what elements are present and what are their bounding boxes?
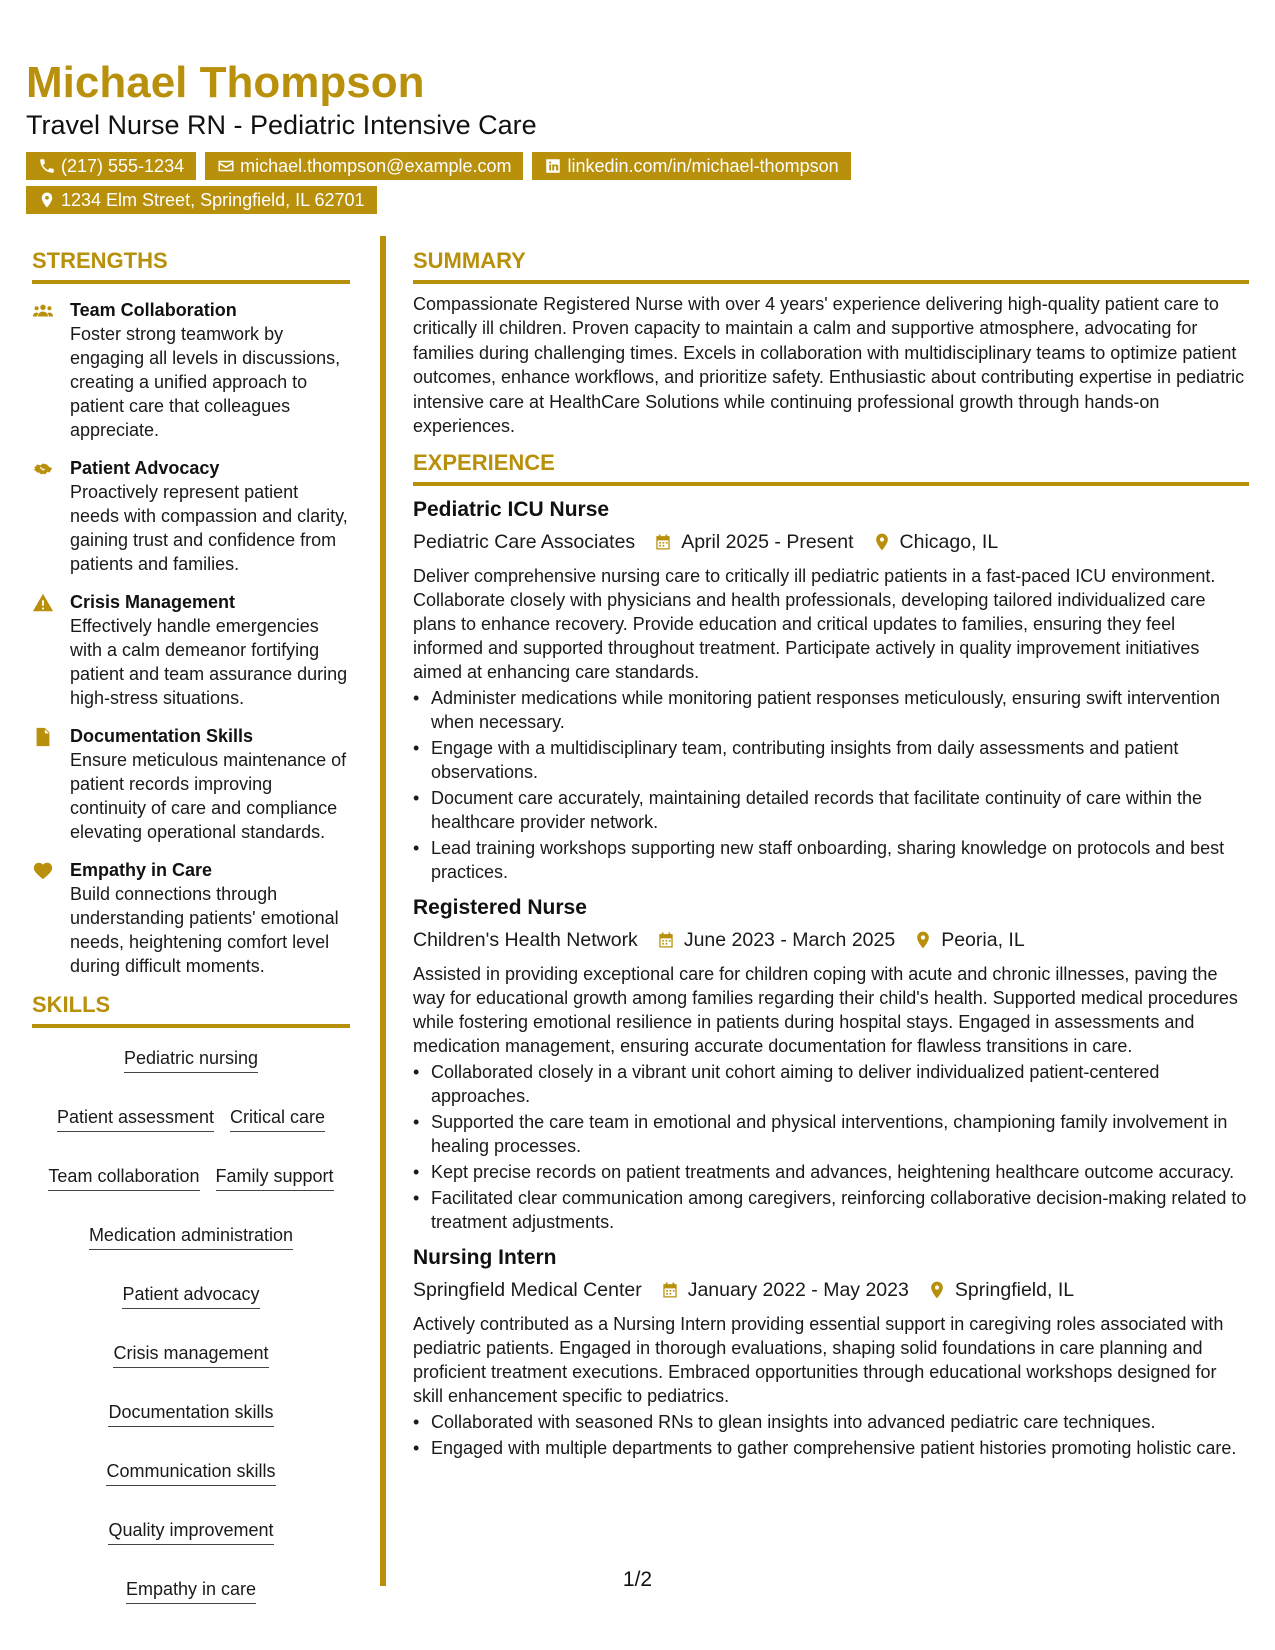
linkedin-chip[interactable] <box>532 152 850 180</box>
job-entry <box>413 496 1249 884</box>
job-meta <box>413 1276 1249 1304</box>
job-title: Registered Nurse <box>413 896 587 920</box>
job-entry <box>413 894 1249 1234</box>
handshake-icon <box>32 458 54 480</box>
bullet-item: • Collaborated with seasoned RNs to glean insights into advanced pediatric care techniques. <box>413 1410 1249 1434</box>
linkedin-text: linkedin.com/in/michael-thompson <box>567 156 839 176</box>
strengths-heading: STRENGTHS <box>32 248 350 284</box>
skill-tag: Medication administration <box>89 1223 293 1250</box>
strength-item <box>32 858 350 978</box>
strength-title: Crisis Management <box>70 592 236 612</box>
job-dates: April 2025 - Present <box>681 531 854 554</box>
job-meta <box>413 926 1249 954</box>
job-location: Chicago, IL <box>899 531 999 554</box>
job-location: Springfield, IL <box>954 1279 1075 1302</box>
map-pin-icon <box>927 1280 947 1300</box>
bullet-item: • Facilitated clear communication among caregivers, reinforcing collaborative decision-making related to treatment adjustments. <box>413 1186 1249 1234</box>
strength-desc: Ensure meticulous maintenance of patient records improving continuity of care and compliance elevating operational standards. <box>70 750 347 842</box>
skill-tag: Crisis management <box>113 1341 268 1368</box>
strength-item <box>32 724 350 844</box>
bullet-item: • Administer medications while monitoring patient responses meticulously, ensuring swift intervention when necessary. <box>413 686 1249 734</box>
skill-tag: Documentation skills <box>108 1400 273 1427</box>
users-icon <box>32 300 54 322</box>
job-location: Peoria, IL <box>941 929 1025 952</box>
phone-text: (217) 555-1234 <box>61 156 185 176</box>
address-text: 1234 Elm Street, Springfield, IL 62701 <box>61 190 365 210</box>
bullet-item: • Engaged with multiple departments to gather comprehensive patient histories promoting holistic care. <box>413 1436 1249 1460</box>
strength-title: Patient Advocacy <box>70 458 220 478</box>
skills-heading: SKILLS <box>32 992 350 1028</box>
bullet-item: • Collaborated closely in a vibrant unit cohort aiming to deliver individualized patient-centered approaches. <box>413 1060 1249 1108</box>
skills-list <box>32 1046 350 1604</box>
phone-icon <box>38 157 56 175</box>
job-company: Springfield Medical Center <box>413 1279 642 1302</box>
skill-tag: Patient assessment <box>57 1105 214 1132</box>
map-pin-icon <box>913 930 933 950</box>
job-title: Pediatric ICU Nurse <box>413 498 610 522</box>
job-entry <box>413 1244 1249 1460</box>
map-pin-icon <box>38 191 56 209</box>
skill-tag: Pediatric nursing <box>124 1046 258 1073</box>
candidate-title: Travel Nurse RN - Pediatric Intensive Care <box>26 110 537 140</box>
strength-desc: Proactively represent patient needs with compassion and clarity, gaining trust and confidence from patients and families. <box>70 482 348 574</box>
bullet-item: • Supported the care team in emotional and physical interventions, championing family involvement in healing processes. <box>413 1110 1249 1158</box>
job-title: Nursing Intern <box>413 1246 557 1270</box>
strength-desc: Build connections through understanding patients' emotional needs, heightening comfort level during difficult moments. <box>70 884 339 976</box>
skill-tag: Family support <box>216 1164 334 1191</box>
job-company: Children's Health Network <box>413 929 638 952</box>
email-chip[interactable] <box>205 152 523 180</box>
strength-desc: Effectively handle emergencies with a calm demeanor fortifying patient and team assurance during high-stress situations. <box>70 616 348 708</box>
envelope-icon <box>217 157 235 175</box>
skill-tag: Team collaboration <box>48 1164 199 1191</box>
job-bullets <box>413 686 1249 884</box>
job-bullets <box>413 1060 1249 1234</box>
skill-tag: Patient advocacy <box>122 1282 259 1309</box>
job-description: Deliver comprehensive nursing care to critically ill pediatric patients in a fast-paced ICU environment. Collaborate closely with physicians and health professionals, developing tailored individualized care plans to enhance recovery. Provide education and critical updates to families, ensuring they feel informed and supported throughout treatment. Participate actively in quality improvement initiatives aimed at enhancing care standards. <box>413 566 1216 683</box>
candidate-name: Michael Thompson <box>26 58 425 107</box>
page-number: 1/2 <box>622 1568 653 1591</box>
job-meta <box>413 528 1249 556</box>
warning-icon <box>32 592 54 614</box>
right-column <box>413 248 1249 1462</box>
summary-heading: SUMMARY <box>413 248 1249 284</box>
job-dates: June 2023 - March 2025 <box>683 929 896 952</box>
map-pin-icon <box>872 532 892 552</box>
address-chip <box>26 186 377 214</box>
heart-icon <box>32 860 54 882</box>
skill-tag: Quality improvement <box>108 1518 273 1545</box>
strength-title: Empathy in Care <box>70 860 213 880</box>
bullet-item: • Document care accurately, maintaining detailed records that facilitate continuity of care within the healthcare provider network. <box>413 786 1249 834</box>
job-dates: January 2022 - May 2023 <box>687 1279 909 1302</box>
strengths-list <box>32 298 350 978</box>
skill-tag: Empathy in care <box>126 1577 256 1604</box>
skill-tag: Communication skills <box>106 1459 275 1486</box>
summary-text: Compassionate Registered Nurse with over 4 years' experience delivering high-quality patient care to critically ill children. Proven capacity to maintain a calm and supportive atmosphere, advocating for families during challenging times. Excels in collaboration with multidisciplinary teams to optimize patient outcomes, enhance workflows, and prioritize safety. Enthusiastic about contributing expertise in pediatric intensive care at HealthCare Solutions while continuing professional growth through hands-on experiences. <box>413 294 1245 437</box>
experience-heading: EXPERIENCE <box>413 450 1249 486</box>
bullet-item: • Engage with a multidisciplinary team, contributing insights from daily assessments and patient observations. <box>413 736 1249 784</box>
column-divider <box>380 236 386 1586</box>
job-bullets <box>413 1410 1249 1460</box>
phone-chip[interactable] <box>26 152 196 180</box>
document-icon <box>32 726 54 748</box>
job-company: Pediatric Care Associates <box>413 531 636 554</box>
bullet-item: • Lead training workshops supporting new staff onboarding, sharing knowledge on protocols and best practices. <box>413 836 1249 884</box>
strength-item <box>32 298 350 442</box>
calendar-icon <box>660 1280 680 1300</box>
linkedin-icon <box>544 157 562 175</box>
strength-title: Documentation Skills <box>70 726 254 746</box>
strength-title: Team Collaboration <box>70 300 237 320</box>
contact-row <box>26 152 851 180</box>
calendar-icon <box>656 930 676 950</box>
job-description: Actively contributed as a Nursing Intern providing essential support in caregiving roles associated with pediatric patients. Engaged in thorough evaluations, shaping solid foundations in care planning and proficient treatment executions. Embraced opportunities through educational workshops designed for skill enhancement specific to pediatrics. <box>413 1314 1224 1407</box>
bullet-item: • Kept precise records on patient treatments and advances, heightening healthcare outcome accuracy. <box>413 1160 1249 1184</box>
left-column <box>32 248 350 1604</box>
strength-desc: Foster strong teamwork by engaging all levels in discussions, creating a unified approach to patient care that colleagues appreciate. <box>70 324 341 440</box>
contact-row-2 <box>26 186 377 214</box>
job-description: Assisted in providing exceptional care for children coping with acute and chronic illnesses, paving the way for educational growth among families regarding their child's health. Supported medical procedures while fostering emotional resilience in patients during hospital stays. Engaged in assessments and medication management, ensuring accurate documentation for flawless transitions in care. <box>413 964 1238 1057</box>
calendar-icon <box>653 532 673 552</box>
skill-tag: Critical care <box>230 1105 325 1132</box>
email-text: michael.thompson@example.com <box>240 156 512 176</box>
strength-item <box>32 590 350 710</box>
strength-item <box>32 456 350 576</box>
